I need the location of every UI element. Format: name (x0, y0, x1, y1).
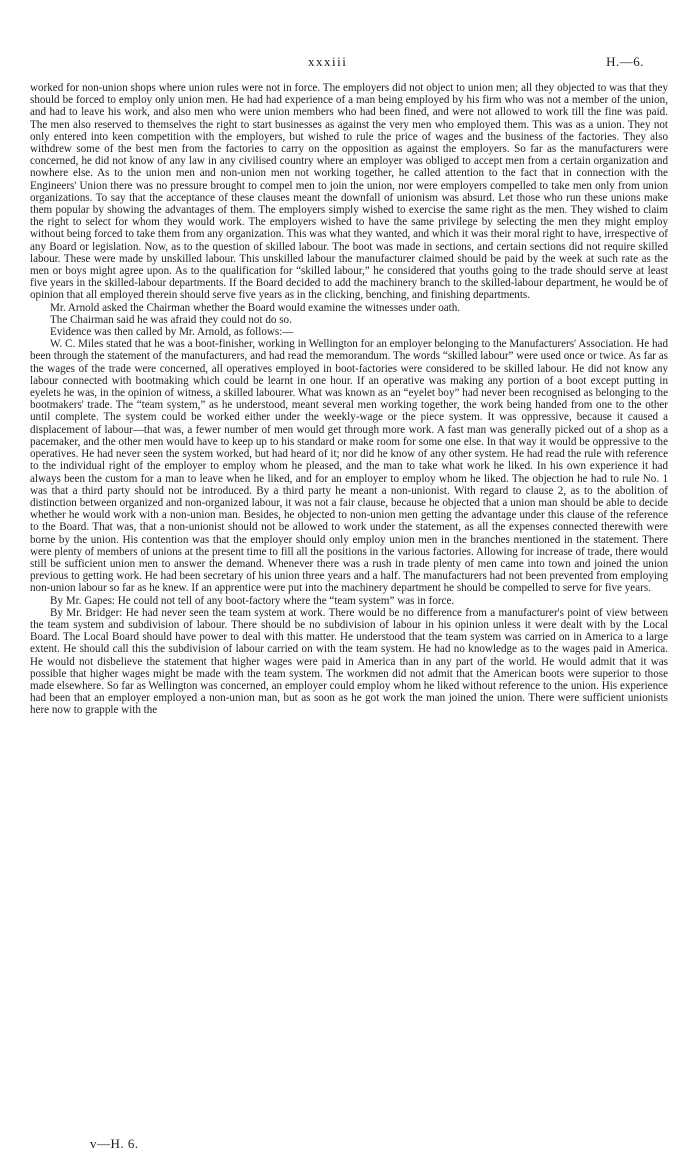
paragraph-gapes-question: By Mr. Gapes: He could not tell of any boot-factory where the “team system” was in force. (50, 594, 455, 607)
page-header (0, 54, 700, 74)
body-text (30, 82, 668, 717)
paragraph-chairman-reply: The Chairman said he was afraid they could not do so. (50, 313, 292, 326)
paragraph-miles-statement: W. C. Miles stated that he was a boot-finisher, working in Wellington for an employer belonging to the Manufacturers' Association. He had been through the statement of the manufacturers, and had read the memorandum. The words “skilled labour” were used once or twice. As far as the wages of the trade were concerned, all operatives employed in boot-factories were considered to be skilled labour. He did not know any labour connected with bootmaking which could be learnt in one hour. If an operative was making any portion of a boot except putting in eyelets he was, in the opinion of witness, a skilled labourer. What was known as an “eyelet boy” had never been recognised as belonging to the bootmakers' trade. The “team system,” as he understood, meant several men working together, the work being handed from one to the other until complete. The system could be worked either under the weekly-wage or the piece system. It was oppressive, because it caused a displacement of labour—that was, a fewer number of men would get through more work. A fast man was generally picked out of a shop as a pacemaker, and the other men would have to keep up to his standard or make room for some one else. In that way it would be oppressive to the operatives. He had never seen the system worked, but had heard of it; nor did he know of any other system. He had read the rule with reference to the individual right of the employer to employ whom he pleased, and the man to take what work he liked. In his own experience it had always been the custom for a man to leave when he liked, and for an employer to employ whom he liked. The objection he had to rule No. 1 was that a third party should not be introduced. By a third party he meant a non-unionist. With regard to clause 2, as to the abolition of distinction between organized and non-organized labour, it was not a fair clause, because he objected that a union man should be able to decide whether he would work with a non-union man. Besides, he objected to non-union men getting the advantage under this clause of the reference to the Board. That was, that a non-unionist should not be allowed to work under the statement, as all the expenses connected therewith were borne by the union. His contention was that the employer should only employ union men in the branches mentioned in the statement. There were plenty of members of unions at the present time to fill all the positions in the various factories. Allowing for increase of trade, there would still be sufficient union men to answer the demand. Whenever there was a rush in trade plenty of men came into town and joined the union previous to getting work. He had been secretary of his union three years and a half. The manufacturers had not been prevented from employing non-union labour so far as he knew. If an apprentice were put into the machinery department he should be compelled to serve for five years. (30, 338, 668, 595)
paragraph-evidence-called: Evidence was then called by Mr. Arnold, as follows:— (50, 326, 294, 339)
page-number: xxxiii (308, 54, 348, 69)
paragraph-employer-testimony: worked for non-union shops where union rules were not in force. The employers did not object to union men; all they objected to was that they should be forced to employ only union men. He had had experience of a man being employed by his firm who was not a member of the union, and had to leave his work, and also men who were union members who had been fined, and were not allowed to work till the fine was paid. The men also reserved to themselves the right to start businesses as against the very men who employed them. This was as a union. They not only entered into keen competition with the employers, but wished to rule the price of wages and the business of the factories. They also withdrew some of the best men from the factories to carry on the opposition as against the employers. So far as the manufacturers were concerned, he did not know of any law in any civilised country where an employer was obliged to accept men from a certain organization and nowhere else. As to the union men and non-union men not working together, he called attention to the fact that in connection with the Engineers' Union there was no pressure brought to compel men to join the union, nor were employers compelled to take men only from union organizations. To say that the acceptance of these clauses meant the downfall of unionism was absurd. Let those who run these unions make them popular by showing the advantages of them. The employers simply wished to exercise the same right as the men. They wished to claim the right to select for whom they would work. The employers wished to have the same privilege by selecting the men they might employ without being forced to take them from any organization. This was what they wanted, and which it was their moral right to have, irrespective of any Board or legislation. Now, as to the question of skilled labour. The boot was made in sections, and certain sections did not require skilled labour. These were made by unskilled labour. This unskilled labour the manufacturer claimed should be paid by the week at such rate as the men or boys might agree upon. As to the qualification for “skilled labour,” he considered that youths going to the trade should serve at least five years in the skilled-labour departments. If the Board decided to add the machinery branch to the skilled-labour department, he would be of opinion that all employed therein should serve five years as in the clicking, benching, and finishing departments. (30, 82, 668, 302)
paragraph-bridger-question: By Mr. Bridger: He had never seen the team system at work. There would be no difference from a manufacturer's point of view between the team system and subdivision of labour. There should be no subdivision of labour in his opinion unless it were dealt with by the Local Board. The Local Board should have power to deal with this matter. He understood that the team system was carried on in America to a large extent. He should call this the subdivision of labour carried on with the team system. He had no knowledge as to the wages paid in America. He would not disbelieve the statement that higher wages were paid in America than in any part of the world. He would admit that it was possible that higher wages might be made with the team system. The workmen did not admit that the American boots were superior to those made elsewhere. So far as Wellington was concerned, an employer could employ whom he liked without reference to the union. His experience had been that an employer employed a non-union man, but as soon as he got work the man joined the union. There were sufficient unionists here now to grapple with the (30, 606, 668, 717)
paragraph-arnold-question: Mr. Arnold asked the Chairman whether the Board would examine the witnesses under oath. (50, 301, 461, 314)
signature-mark: v—H. 6. (90, 1136, 139, 1151)
document-reference: H.—6. (606, 54, 644, 69)
